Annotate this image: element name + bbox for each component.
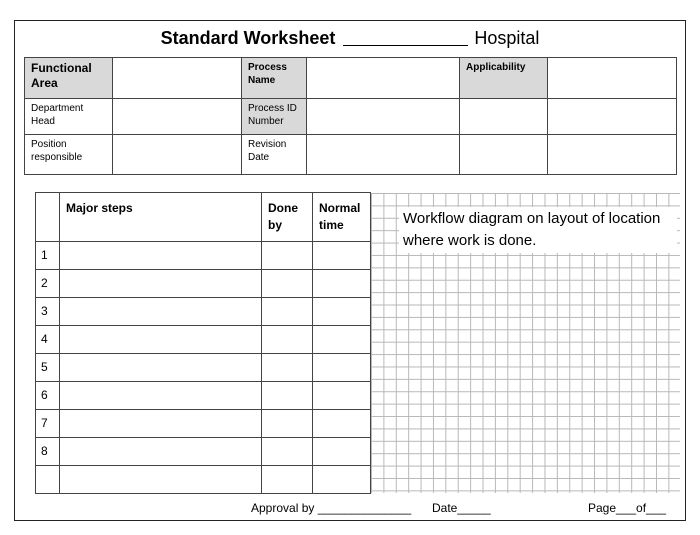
hospital-name-blank (343, 29, 468, 46)
extra-field-1[interactable] (460, 99, 548, 135)
functional-area-field[interactable] (113, 58, 242, 99)
step-row (36, 382, 371, 410)
step-done-by-field[interactable] (262, 242, 313, 270)
extra-field-4[interactable] (548, 135, 677, 175)
step-done-by-field[interactable] (262, 438, 313, 466)
step-done-by-field[interactable] (262, 466, 313, 494)
extra-field-3[interactable] (460, 135, 548, 175)
title-suffix: Hospital (474, 28, 540, 48)
step-number (36, 466, 60, 494)
step-number: 5 (36, 354, 60, 382)
label-department-head: Department Head (25, 99, 113, 135)
step-description-field[interactable] (60, 410, 262, 438)
step-description-field[interactable] (60, 354, 262, 382)
step-row (36, 270, 371, 298)
step-number: 4 (36, 326, 60, 354)
step-row (36, 410, 371, 438)
page-title (0, 28, 700, 49)
step-done-by-field[interactable] (262, 326, 313, 354)
step-row (36, 242, 371, 270)
label-functional-area: Functional Area (25, 58, 113, 99)
page-line: Page___of___ (588, 501, 667, 515)
label-applicability: Applicability (460, 58, 548, 99)
step-number: 6 (36, 382, 60, 410)
label-process-name: Process Name (242, 58, 307, 99)
normal-time-header: Normal time (313, 193, 371, 242)
step-row (36, 438, 371, 466)
done-by-header: Done by (262, 193, 313, 242)
step-number: 3 (36, 298, 60, 326)
process-id-field[interactable] (307, 99, 460, 135)
step-done-by-field[interactable] (262, 410, 313, 438)
step-normal-time-field[interactable] (313, 270, 371, 298)
steps-table (35, 192, 371, 494)
step-normal-time-field[interactable] (313, 242, 371, 270)
major-steps-header: Major steps (60, 193, 262, 242)
department-head-field[interactable] (113, 99, 242, 135)
step-row (36, 466, 371, 494)
header-table (24, 57, 677, 175)
step-normal-time-field[interactable] (313, 382, 371, 410)
step-description-field[interactable] (60, 242, 262, 270)
step-description-field[interactable] (60, 270, 262, 298)
step-number: 2 (36, 270, 60, 298)
step-normal-time-field[interactable] (313, 326, 371, 354)
step-done-by-field[interactable] (262, 270, 313, 298)
applicability-field[interactable] (548, 58, 677, 99)
date-line: Date_____ (432, 501, 491, 515)
workflow-grid[interactable] (371, 193, 680, 493)
step-description-field[interactable] (60, 298, 262, 326)
label-process-id: Process ID Number (242, 99, 307, 135)
position-responsible-field[interactable] (113, 135, 242, 175)
step-number-header (36, 193, 60, 242)
extra-field-2[interactable] (548, 99, 677, 135)
workflow-grid-label: Workflow diagram on layout of location where work is done. (399, 207, 677, 253)
step-normal-time-field[interactable] (313, 298, 371, 326)
step-row (36, 326, 371, 354)
step-number: 1 (36, 242, 60, 270)
process-name-field[interactable] (307, 58, 460, 99)
step-normal-time-field[interactable] (313, 466, 371, 494)
step-normal-time-field[interactable] (313, 410, 371, 438)
label-revision-date: Revision Date (242, 135, 307, 175)
step-row (36, 298, 371, 326)
step-description-field[interactable] (60, 326, 262, 354)
step-description-field[interactable] (60, 382, 262, 410)
step-normal-time-field[interactable] (313, 354, 371, 382)
step-normal-time-field[interactable] (313, 438, 371, 466)
title-main: Standard Worksheet (160, 28, 336, 48)
step-number: 7 (36, 410, 60, 438)
revision-date-field[interactable] (307, 135, 460, 175)
step-number: 8 (36, 438, 60, 466)
step-description-field[interactable] (60, 438, 262, 466)
step-done-by-field[interactable] (262, 382, 313, 410)
step-row (36, 354, 371, 382)
step-done-by-field[interactable] (262, 298, 313, 326)
step-description-field[interactable] (60, 466, 262, 494)
label-position-responsible: Position responsible (25, 135, 113, 175)
step-done-by-field[interactable] (262, 354, 313, 382)
approval-line: Approval by ______________ (251, 501, 412, 515)
